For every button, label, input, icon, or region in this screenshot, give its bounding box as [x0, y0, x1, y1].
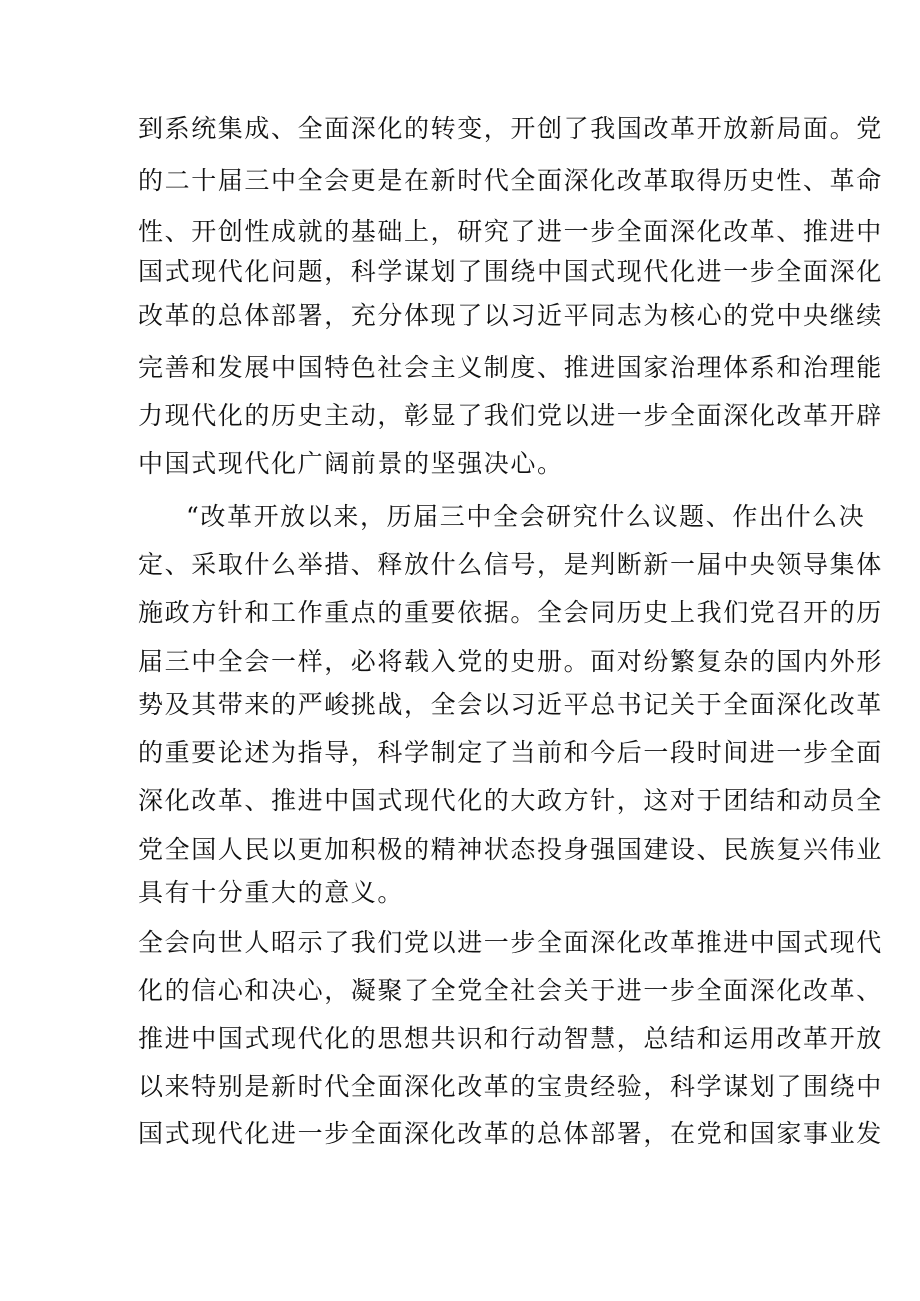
text-line: 定、采取什么举措、释放什么信号，是判断新一届中央领导集体 [138, 550, 883, 579]
text-line: 化的信心和决心，凝聚了全党全社会关于进一步全面深化改革、 [138, 976, 883, 1005]
text-line: 的重要论述为指导，科学制定了当前和今后一段时间进一步全面 [138, 738, 883, 767]
text-line: 国式现代化进一步全面深化改革的总体部署，在党和国家事业发 [138, 1119, 883, 1148]
text-line: 施政方针和工作重点的重要依据。全会同历史上我们党召开的历 [138, 598, 883, 627]
text-line: 中国式现代化广阔前景的坚强决心。 [138, 449, 564, 478]
text-line: 的二十届三中全会更是在新时代全面深化改革取得历史性、革命 [138, 166, 883, 195]
text-line: 到系统集成、全面深化的转变，开创了我国改革开放新局面。党 [138, 114, 883, 143]
text-line: 具有十分重大的意义。 [138, 878, 405, 907]
text-line: 深化改革、推进中国式现代化的大政方针，这对于团结和动员全 [138, 786, 883, 815]
text-line: 届三中全会一样，必将载入党的史册。面对纷繁复杂的国内外形 [138, 647, 883, 676]
text-line: “改革开放以来，历届三中全会研究什么议题、作出什么决 [186, 502, 866, 531]
text-line: 性、开创性成就的基础上，研究了进一步全面深化改革、推进中 [138, 217, 883, 246]
text-line: 势及其带来的严峻挑战，全会以习近平总书记关于全面深化改革 [138, 690, 883, 719]
text-line: 全会向世人昭示了我们党以进一步全面深化改革推进中国式现代 [138, 928, 883, 957]
text-line: 完善和发展中国特色社会主义制度、推进国家治理体系和治理能 [138, 353, 883, 382]
text-line: 党全国人民以更加积极的精神状态投身强国建设、民族复兴伟业 [138, 835, 883, 864]
text-line: 推进中国式现代化的思想共识和行动智慧，总结和运用改革开放 [138, 1024, 883, 1053]
text-line: 以来特别是新时代全面深化改革的宝贵经验，科学谋划了围绕中 [138, 1072, 883, 1101]
text-line: 改革的总体部署，充分体现了以习近平同志为核心的党中央继续 [138, 301, 883, 330]
text-line: 国式现代化问题，科学谋划了围绕中国式现代化进一步全面深化 [138, 257, 883, 286]
text-line: 力现代化的历史主动，彰显了我们党以进一步全面深化改革开辟 [138, 401, 883, 430]
